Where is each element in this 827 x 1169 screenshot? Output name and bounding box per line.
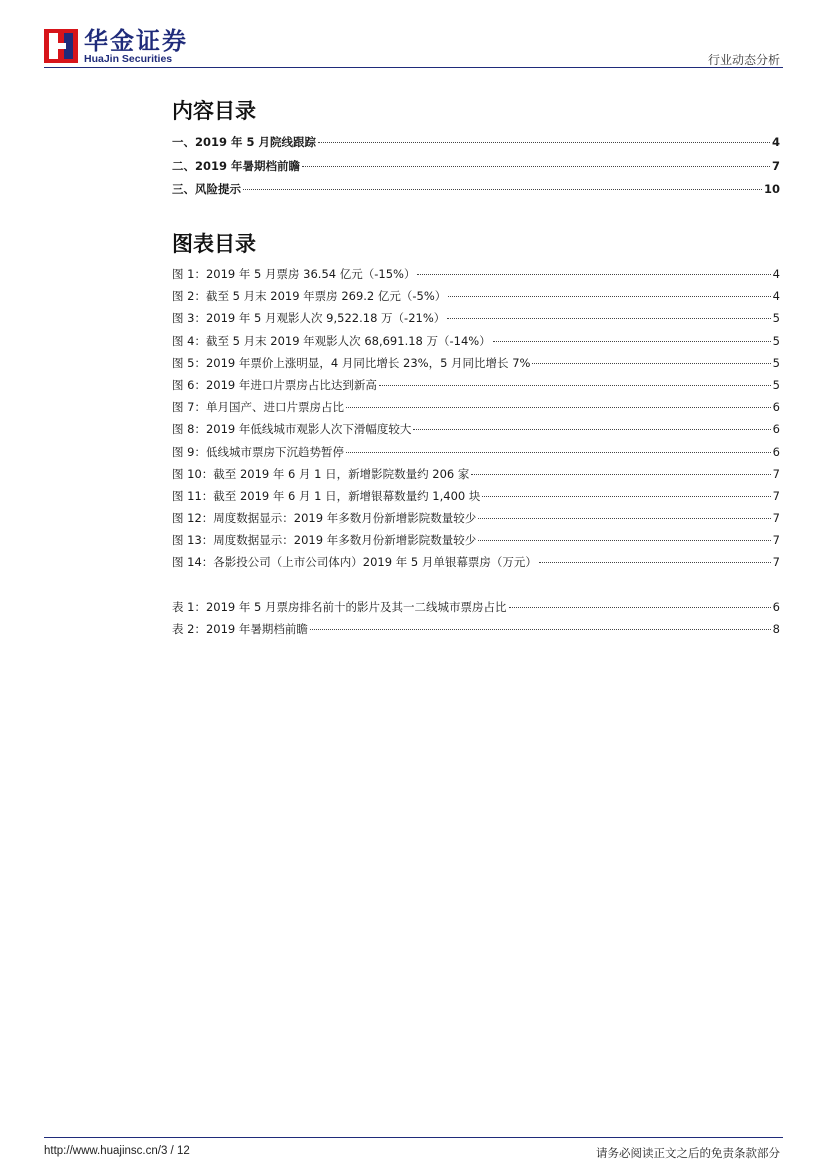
dot-leader	[310, 628, 771, 630]
figure-entry[interactable]	[172, 554, 780, 576]
figure-entry[interactable]	[172, 266, 780, 288]
figure-entry-page: 5	[772, 355, 780, 370]
footer-disclaimer: 请务必阅读正文之后的免责条款部分	[596, 1146, 780, 1160]
dot-leader	[509, 606, 771, 608]
huajin-logo-icon	[44, 29, 78, 63]
figure-entry-page: 7	[772, 533, 780, 548]
figure-entry-page: 4	[772, 267, 780, 281]
table-list	[172, 599, 780, 643]
figure-entry[interactable]	[172, 288, 780, 310]
table-entry[interactable]	[172, 621, 780, 643]
figure-entry[interactable]	[172, 466, 780, 488]
figure-entry-page: 4	[772, 289, 780, 304]
toc-entry-label: 一、2019 年 5 月院线跟踪	[172, 135, 317, 149]
table-entry-label: 表 1：2019 年 5 月票房排名前十的影片及其一二线城市票房占比	[172, 600, 507, 614]
figure-entry-page: 7	[772, 511, 780, 526]
toc-entry-page: 10	[763, 182, 780, 196]
figure-entry-label: 图 3：2019 年 5 月观影人次 9,522.18 万（-21%）	[172, 311, 446, 326]
toc-entry[interactable]	[172, 134, 780, 158]
figure-entry-page: 5	[772, 377, 780, 392]
figure-entry[interactable]	[172, 333, 780, 355]
figure-entry-page: 7	[772, 488, 780, 503]
dot-leader	[379, 384, 771, 386]
figure-list	[172, 266, 780, 577]
dot-leader	[302, 165, 770, 167]
figure-entry-page: 5	[772, 311, 780, 326]
figure-entry-label: 图 12：周度数据显示：2019 年多数月份新增影院数量较少	[172, 511, 477, 526]
header-divider	[44, 67, 783, 68]
figure-entry-label: 图 4：截至 5 月末 2019 年观影人次 68,691.18 万（-14%）	[172, 333, 491, 348]
toc-list	[172, 134, 780, 205]
company-logo	[44, 29, 204, 65]
dot-leader	[447, 317, 770, 319]
figure-entry-label: 图 1：2019 年 5 月票房 36.54 亿元（-15%）	[172, 267, 416, 281]
dot-leader	[471, 473, 770, 475]
table-entry-page: 6	[772, 600, 780, 614]
dot-leader	[413, 428, 770, 430]
footer-divider	[44, 1137, 783, 1138]
dot-leader	[243, 188, 762, 190]
figure-entry[interactable]	[172, 444, 780, 466]
figure-entry[interactable]	[172, 510, 780, 532]
figure-entry-label: 图 7：单月国产、进口片票房占比	[172, 400, 344, 415]
report-type: 行业动态分析	[707, 53, 780, 67]
toc-entry-page: 4	[771, 135, 780, 149]
dot-leader	[448, 295, 770, 297]
figure-entry-label: 图 2：截至 5 月末 2019 年票房 269.2 亿元（-5%）	[172, 289, 447, 304]
dot-leader	[318, 141, 770, 143]
figure-entry-label: 图 9：低线城市票房下沉趋势暂停	[172, 444, 344, 459]
dot-leader	[478, 517, 770, 519]
figure-entry-page: 7	[772, 466, 780, 481]
figure-entry[interactable]	[172, 532, 780, 554]
dot-leader	[346, 406, 771, 408]
toc-entry-label: 二、2019 年暑期档前瞻	[172, 158, 301, 173]
figure-entry-page: 6	[772, 400, 780, 415]
figure-entry-label: 图 14：各影投公司（上市公司体内）2019 年 5 月单银幕票房（万元）	[172, 555, 537, 570]
figures-title: 图表目录	[172, 232, 256, 256]
dot-leader	[482, 495, 770, 497]
figure-entry-label: 图 10：截至 2019 年 6 月 1 日，新增影院数量约 206 家	[172, 466, 470, 481]
figure-entry[interactable]	[172, 421, 780, 443]
figure-entry-label: 图 11：截至 2019 年 6 月 1 日，新增银幕数量约 1,400 块	[172, 488, 481, 503]
toc-entry[interactable]	[172, 181, 780, 205]
brand-name-en: HuaJin Securities	[84, 53, 173, 65]
table-entry[interactable]	[172, 599, 780, 621]
figure-entry[interactable]	[172, 310, 780, 332]
figure-entry[interactable]	[172, 355, 780, 377]
figure-entry-page: 7	[772, 555, 780, 570]
figure-entry-page: 6	[772, 444, 780, 459]
dot-leader	[417, 273, 770, 275]
figure-entry-label: 图 13：周度数据显示：2019 年多数月份新增影院数量较少	[172, 533, 477, 548]
dot-leader	[539, 561, 771, 563]
figure-entry-label: 图 8：2019 年低线城市观影人次下滑幅度较大	[172, 422, 412, 437]
toc-entry[interactable]	[172, 158, 780, 182]
toc-entry-page: 7	[771, 158, 780, 173]
figure-entry[interactable]	[172, 399, 780, 421]
toc-title: 内容目录	[172, 99, 256, 123]
toc-entry-label: 三、风险提示	[172, 182, 241, 196]
brand-name-cn: 华金证券	[84, 27, 188, 55]
figure-entry[interactable]	[172, 377, 780, 399]
dot-leader	[493, 340, 771, 342]
figure-entry[interactable]	[172, 488, 780, 510]
figure-entry-page: 5	[772, 333, 780, 348]
dot-leader	[346, 451, 771, 453]
table-entry-label: 表 2：2019 年暑期档前瞻	[172, 622, 308, 637]
table-entry-page: 8	[772, 622, 780, 637]
dot-leader	[532, 362, 770, 364]
figure-entry-label: 图 6：2019 年进口片票房占比达到新高	[172, 377, 377, 392]
figure-entry-label: 图 5：2019 年票价上涨明显，4 月同比增长 23%，5 月同比增长 7%	[172, 355, 531, 370]
footer-url-page[interactable]: http://www.huajinsc.cn/3 / 12	[44, 1145, 190, 1157]
figure-entry-page: 6	[772, 422, 780, 437]
dot-leader	[478, 539, 770, 541]
